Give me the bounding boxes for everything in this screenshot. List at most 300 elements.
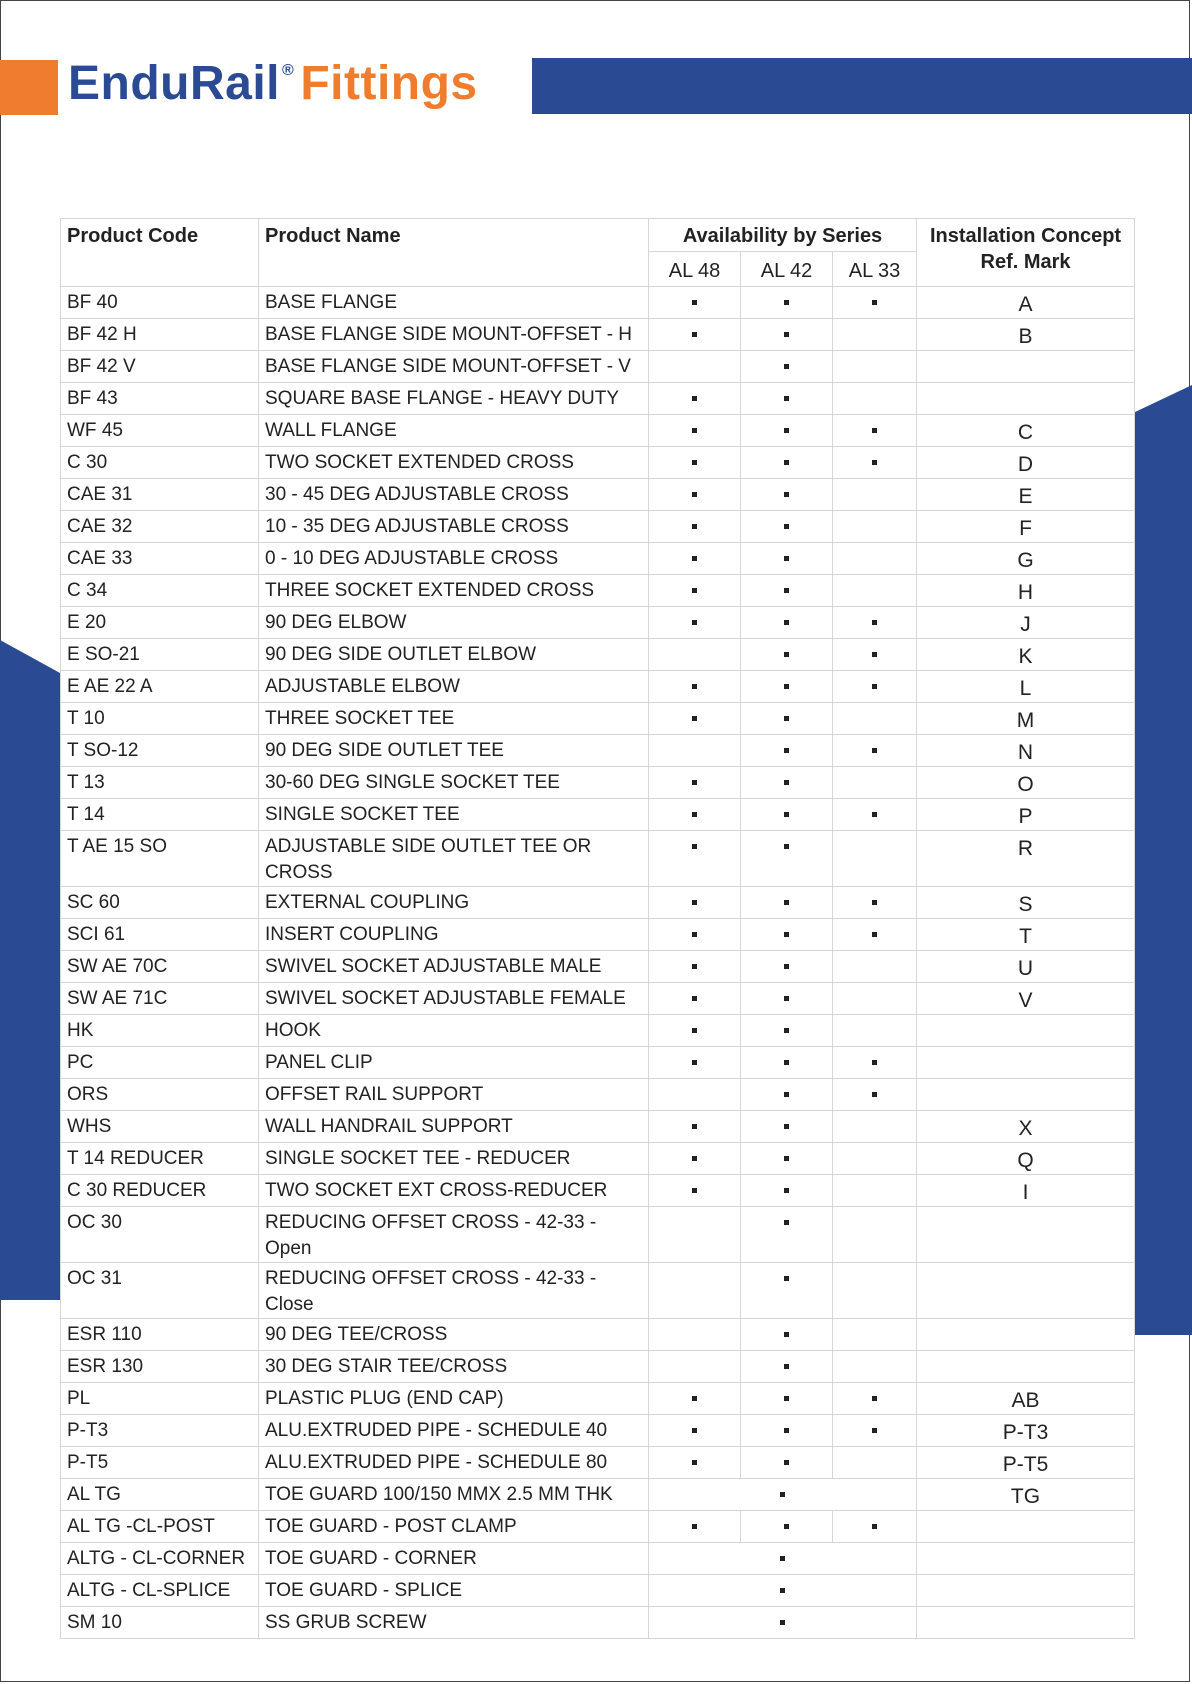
- availability-al48-cell: [649, 351, 741, 383]
- brand-accent: Fittings: [300, 57, 478, 110]
- table-row: [61, 799, 1135, 831]
- product-name-cell: BASE FLANGE: [259, 287, 649, 319]
- fittings-table: [60, 218, 1135, 1639]
- product-name-cell: 30 - 45 DEG ADJUSTABLE CROSS: [259, 479, 649, 511]
- availability-all-series-cell: [649, 1607, 917, 1639]
- product-code-cell: SM 10: [61, 1607, 259, 1639]
- product-code-cell: ORS: [61, 1079, 259, 1111]
- availability-dot-icon: [692, 524, 697, 529]
- availability-al42-cell: [741, 1351, 833, 1383]
- availability-al48-cell: [649, 671, 741, 703]
- availability-dot-icon: [692, 780, 697, 785]
- availability-all-series-cell: [649, 1543, 917, 1575]
- availability-al33-cell: [833, 543, 917, 575]
- availability-dot-icon: [692, 1428, 697, 1433]
- product-name-cell: 30 DEG STAIR TEE/CROSS: [259, 1351, 649, 1383]
- availability-al48-cell: [649, 1079, 741, 1111]
- availability-dot-icon: [784, 492, 789, 497]
- product-name-cell: REDUCING OFFSET CROSS - 42-33 - Close: [259, 1263, 649, 1319]
- availability-dot-icon: [692, 556, 697, 561]
- availability-al48-cell: [649, 1175, 741, 1207]
- availability-al42-cell: [741, 735, 833, 767]
- product-name-cell: INSERT COUPLING: [259, 919, 649, 951]
- availability-al42-cell: [741, 1511, 833, 1543]
- product-code-cell: C 30 REDUCER: [61, 1175, 259, 1207]
- table-header-row: [61, 219, 1135, 252]
- availability-dot-icon: [872, 620, 877, 625]
- product-name-cell: TOE GUARD - SPLICE: [259, 1575, 649, 1607]
- availability-dot-icon: [784, 396, 789, 401]
- availability-al48-cell: [649, 511, 741, 543]
- availability-al42-cell: [741, 1175, 833, 1207]
- availability-al48-cell: [649, 287, 741, 319]
- product-code-cell: CAE 32: [61, 511, 259, 543]
- orange-accent-block: [0, 60, 58, 115]
- availability-al48-cell: [649, 1207, 741, 1263]
- availability-dot-icon: [692, 844, 697, 849]
- table-row: [61, 919, 1135, 951]
- availability-al33-cell: [833, 319, 917, 351]
- availability-dot-icon: [784, 300, 789, 305]
- product-code-cell: E SO-21: [61, 639, 259, 671]
- availability-dot-icon: [692, 684, 697, 689]
- product-code-cell: T 14: [61, 799, 259, 831]
- availability-dot-icon: [692, 396, 697, 401]
- availability-dot-icon: [872, 460, 877, 465]
- product-code-cell: OC 30: [61, 1207, 259, 1263]
- availability-dot-icon: [872, 1092, 877, 1097]
- ref-mark-cell: R: [917, 831, 1135, 887]
- ref-mark-cell: I: [917, 1175, 1135, 1207]
- availability-al48-cell: [649, 543, 741, 575]
- availability-al42-cell: [741, 479, 833, 511]
- availability-al48-cell: [649, 799, 741, 831]
- availability-dot-icon: [784, 996, 789, 1001]
- availability-al42-cell: [741, 447, 833, 479]
- product-code-cell: HK: [61, 1015, 259, 1047]
- product-name-cell: THREE SOCKET EXTENDED CROSS: [259, 575, 649, 607]
- availability-dot-icon: [784, 524, 789, 529]
- product-name-cell: WALL HANDRAIL SUPPORT: [259, 1111, 649, 1143]
- availability-dot-icon: [784, 1428, 789, 1433]
- product-code-cell: CAE 31: [61, 479, 259, 511]
- table-row: [61, 415, 1135, 447]
- availability-al48-cell: [649, 1351, 741, 1383]
- product-name-cell: 30-60 DEG SINGLE SOCKET TEE: [259, 767, 649, 799]
- availability-al42-cell: [741, 831, 833, 887]
- ref-mark-cell: T: [917, 919, 1135, 951]
- availability-dot-icon: [692, 812, 697, 817]
- product-name-cell: BASE FLANGE SIDE MOUNT-OFFSET - V: [259, 351, 649, 383]
- table-row: [61, 1479, 1135, 1511]
- product-code-cell: PC: [61, 1047, 259, 1079]
- ref-mark-cell: TG: [917, 1479, 1135, 1511]
- product-name-cell: EXTERNAL COUPLING: [259, 887, 649, 919]
- availability-al42-cell: [741, 951, 833, 983]
- availability-al42-cell: [741, 703, 833, 735]
- availability-al48-cell: [649, 831, 741, 887]
- availability-al48-cell: [649, 479, 741, 511]
- availability-al48-cell: [649, 767, 741, 799]
- table-row: [61, 287, 1135, 319]
- availability-al33-cell: [833, 767, 917, 799]
- availability-dot-icon: [784, 1332, 789, 1337]
- table-row: [61, 767, 1135, 799]
- table-body: [61, 287, 1135, 1639]
- availability-al33-cell: [833, 1111, 917, 1143]
- availability-dot-icon: [784, 900, 789, 905]
- availability-al33-cell: [833, 383, 917, 415]
- table-row: [61, 1543, 1135, 1575]
- product-code-cell: C 30: [61, 447, 259, 479]
- availability-al33-cell: [833, 1415, 917, 1447]
- availability-al42-cell: [741, 1143, 833, 1175]
- availability-al42-cell: [741, 1319, 833, 1351]
- availability-dot-icon: [692, 996, 697, 1001]
- product-code-cell: ALTG - CL-CORNER: [61, 1543, 259, 1575]
- availability-al33-cell: [833, 447, 917, 479]
- product-name-cell: 90 DEG SIDE OUTLET ELBOW: [259, 639, 649, 671]
- availability-al33-cell: [833, 607, 917, 639]
- availability-al33-cell: [833, 983, 917, 1015]
- availability-al33-cell: [833, 511, 917, 543]
- right-blue-band: [1132, 385, 1192, 1335]
- table-row: [61, 1575, 1135, 1607]
- availability-al33-cell: [833, 639, 917, 671]
- table-row: [61, 639, 1135, 671]
- ref-mark-cell: F: [917, 511, 1135, 543]
- availability-al33-cell: [833, 951, 917, 983]
- ref-mark-cell: S: [917, 887, 1135, 919]
- availability-al42-cell: [741, 575, 833, 607]
- availability-al33-cell: [833, 415, 917, 447]
- availability-al33-cell: [833, 1015, 917, 1047]
- availability-dot-icon: [780, 1588, 785, 1593]
- ref-mark-cell: V: [917, 983, 1135, 1015]
- availability-dot-icon: [692, 428, 697, 433]
- table-row: [61, 671, 1135, 703]
- table-row: [61, 1263, 1135, 1319]
- availability-al48-cell: [649, 383, 741, 415]
- availability-al42-cell: [741, 639, 833, 671]
- availability-dot-icon: [784, 332, 789, 337]
- availability-dot-icon: [872, 684, 877, 689]
- availability-dot-icon: [784, 652, 789, 657]
- product-name-cell: TWO SOCKET EXT CROSS-REDUCER: [259, 1175, 649, 1207]
- series-al42: AL 42: [741, 252, 833, 287]
- series-al33: AL 33: [833, 252, 917, 287]
- ref-mark-cell: [917, 1263, 1135, 1319]
- availability-al42-cell: [741, 415, 833, 447]
- header-blue-bar: [532, 58, 1192, 114]
- availability-al42-cell: [741, 607, 833, 639]
- availability-al33-cell: [833, 1447, 917, 1479]
- availability-dot-icon: [692, 1028, 697, 1033]
- product-name-cell: TOE GUARD - CORNER: [259, 1543, 649, 1575]
- availability-al33-cell: [833, 735, 917, 767]
- product-code-cell: T 10: [61, 703, 259, 735]
- product-name-cell: WALL FLANGE: [259, 415, 649, 447]
- brand-name: EnduRail: [68, 57, 281, 110]
- availability-al33-cell: [833, 1319, 917, 1351]
- ref-mark-cell: P: [917, 799, 1135, 831]
- ref-mark-cell: P-T3: [917, 1415, 1135, 1447]
- availability-dot-icon: [872, 428, 877, 433]
- product-code-cell: SW AE 71C: [61, 983, 259, 1015]
- ref-mark-cell: L: [917, 671, 1135, 703]
- availability-dot-icon: [692, 1156, 697, 1161]
- availability-al33-cell: [833, 887, 917, 919]
- product-name-cell: 0 - 10 DEG ADJUSTABLE CROSS: [259, 543, 649, 575]
- product-name-cell: 90 DEG TEE/CROSS: [259, 1319, 649, 1351]
- ref-mark-cell: [917, 1607, 1135, 1639]
- table-row: [61, 319, 1135, 351]
- availability-al48-cell: [649, 919, 741, 951]
- availability-al33-cell: [833, 1143, 917, 1175]
- availability-al33-cell: [833, 799, 917, 831]
- availability-dot-icon: [692, 716, 697, 721]
- table-row: [61, 1383, 1135, 1415]
- availability-dot-icon: [872, 812, 877, 817]
- header-product-code: Product Code: [61, 219, 259, 287]
- availability-dot-icon: [784, 460, 789, 465]
- availability-dot-icon: [784, 1060, 789, 1065]
- ref-mark-cell: [917, 1351, 1135, 1383]
- availability-dot-icon: [692, 1396, 697, 1401]
- ref-mark-cell: B: [917, 319, 1135, 351]
- product-code-cell: P-T5: [61, 1447, 259, 1479]
- product-name-cell: SWIVEL SOCKET ADJUSTABLE FEMALE: [259, 983, 649, 1015]
- availability-al42-cell: [741, 767, 833, 799]
- availability-dot-icon: [692, 300, 697, 305]
- availability-dot-icon: [872, 1396, 877, 1401]
- ref-mark-cell: D: [917, 447, 1135, 479]
- ref-mark-cell: [917, 1079, 1135, 1111]
- availability-al42-cell: [741, 1415, 833, 1447]
- availability-al33-cell: [833, 919, 917, 951]
- ref-mark-cell: [917, 1047, 1135, 1079]
- brand-logo: [68, 56, 478, 111]
- product-code-cell: SCI 61: [61, 919, 259, 951]
- product-code-cell: BF 42 H: [61, 319, 259, 351]
- product-code-cell: T SO-12: [61, 735, 259, 767]
- ref-mark-cell: [917, 1207, 1135, 1263]
- product-code-cell: E AE 22 A: [61, 671, 259, 703]
- availability-dot-icon: [780, 1556, 785, 1561]
- table-row: [61, 1175, 1135, 1207]
- availability-al42-cell: [741, 919, 833, 951]
- table-row: [61, 383, 1135, 415]
- availability-dot-icon: [872, 1524, 877, 1529]
- product-code-cell: AL TG -CL-POST: [61, 1511, 259, 1543]
- product-code-cell: T 13: [61, 767, 259, 799]
- availability-dot-icon: [784, 1524, 789, 1529]
- availability-al42-cell: [741, 511, 833, 543]
- product-name-cell: TOE GUARD 100/150 MMX 2.5 MM THK: [259, 1479, 649, 1511]
- availability-dot-icon: [692, 1188, 697, 1193]
- availability-all-series-cell: [649, 1479, 917, 1511]
- ref-mark-cell: K: [917, 639, 1135, 671]
- availability-al33-cell: [833, 703, 917, 735]
- product-code-cell: CAE 33: [61, 543, 259, 575]
- table-row: [61, 447, 1135, 479]
- availability-dot-icon: [692, 588, 697, 593]
- availability-al33-cell: [833, 1351, 917, 1383]
- availability-dot-icon: [692, 1124, 697, 1129]
- availability-al42-cell: [741, 383, 833, 415]
- availability-al42-cell: [741, 543, 833, 575]
- availability-al42-cell: [741, 887, 833, 919]
- table-row: [61, 887, 1135, 919]
- table-row: [61, 1143, 1135, 1175]
- ref-mark-cell: J: [917, 607, 1135, 639]
- table-row: [61, 703, 1135, 735]
- availability-dot-icon: [784, 844, 789, 849]
- availability-al48-cell: [649, 1511, 741, 1543]
- availability-dot-icon: [872, 1428, 877, 1433]
- availability-dot-icon: [784, 964, 789, 969]
- availability-dot-icon: [692, 900, 697, 905]
- product-name-cell: SINGLE SOCKET TEE - REDUCER: [259, 1143, 649, 1175]
- availability-dot-icon: [784, 812, 789, 817]
- availability-al48-cell: [649, 1111, 741, 1143]
- product-code-cell: WHS: [61, 1111, 259, 1143]
- availability-al33-cell: [833, 1383, 917, 1415]
- series-al48: AL 48: [649, 252, 741, 287]
- product-code-cell: ALTG - CL-SPLICE: [61, 1575, 259, 1607]
- product-code-cell: AL TG: [61, 1479, 259, 1511]
- table-row: [61, 479, 1135, 511]
- availability-dot-icon: [784, 620, 789, 625]
- availability-dot-icon: [784, 1460, 789, 1465]
- table-row: [61, 1319, 1135, 1351]
- ref-mark-cell: O: [917, 767, 1135, 799]
- table-row: [61, 1047, 1135, 1079]
- availability-dot-icon: [784, 1276, 789, 1281]
- product-code-cell: T AE 15 SO: [61, 831, 259, 887]
- availability-al42-cell: [741, 351, 833, 383]
- ref-mark-cell: G: [917, 543, 1135, 575]
- availability-al48-cell: [649, 703, 741, 735]
- availability-dot-icon: [784, 1156, 789, 1161]
- availability-dot-icon: [872, 652, 877, 657]
- product-code-cell: SC 60: [61, 887, 259, 919]
- availability-al42-cell: [741, 671, 833, 703]
- product-name-cell: 90 DEG ELBOW: [259, 607, 649, 639]
- table-row: [61, 351, 1135, 383]
- availability-al33-cell: [833, 1175, 917, 1207]
- product-code-cell: P-T3: [61, 1415, 259, 1447]
- ref-mark-cell: [917, 1543, 1135, 1575]
- availability-al48-cell: [649, 575, 741, 607]
- availability-al42-cell: [741, 1079, 833, 1111]
- product-name-cell: HOOK: [259, 1015, 649, 1047]
- availability-dot-icon: [692, 460, 697, 465]
- ref-mark-cell: U: [917, 951, 1135, 983]
- availability-dot-icon: [872, 748, 877, 753]
- product-name-cell: 90 DEG SIDE OUTLET TEE: [259, 735, 649, 767]
- ref-mark-cell: [917, 1575, 1135, 1607]
- table-row: [61, 951, 1135, 983]
- availability-al48-cell: [649, 607, 741, 639]
- availability-al48-cell: [649, 983, 741, 1015]
- availability-dot-icon: [784, 684, 789, 689]
- availability-al48-cell: [649, 1383, 741, 1415]
- availability-al48-cell: [649, 735, 741, 767]
- product-name-cell: OFFSET RAIL SUPPORT: [259, 1079, 649, 1111]
- product-name-cell: TWO SOCKET EXTENDED CROSS: [259, 447, 649, 479]
- availability-dot-icon: [692, 332, 697, 337]
- availability-dot-icon: [692, 1060, 697, 1065]
- availability-al33-cell: [833, 1207, 917, 1263]
- availability-al33-cell: [833, 1263, 917, 1319]
- product-name-cell: SS GRUB SCREW: [259, 1607, 649, 1639]
- product-name-cell: ALU.EXTRUDED PIPE - SCHEDULE 80: [259, 1447, 649, 1479]
- header-availability: Availability by Series: [649, 219, 917, 252]
- product-code-cell: SW AE 70C: [61, 951, 259, 983]
- availability-dot-icon: [784, 1396, 789, 1401]
- ref-mark-cell: [917, 383, 1135, 415]
- availability-al48-cell: [649, 447, 741, 479]
- availability-al33-cell: [833, 287, 917, 319]
- availability-dot-icon: [784, 1092, 789, 1097]
- product-code-cell: ESR 110: [61, 1319, 259, 1351]
- availability-all-series-cell: [649, 1575, 917, 1607]
- availability-dot-icon: [784, 1188, 789, 1193]
- availability-dot-icon: [784, 588, 789, 593]
- availability-al33-cell: [833, 575, 917, 607]
- ref-mark-cell: N: [917, 735, 1135, 767]
- product-code-cell: WF 45: [61, 415, 259, 447]
- ref-mark-cell: AB: [917, 1383, 1135, 1415]
- availability-dot-icon: [872, 1060, 877, 1065]
- availability-dot-icon: [692, 1524, 697, 1529]
- availability-dot-icon: [780, 1620, 785, 1625]
- availability-al48-cell: [649, 951, 741, 983]
- availability-al33-cell: [833, 831, 917, 887]
- fittings-table-container: [60, 218, 1134, 1639]
- product-name-cell: 10 - 35 DEG ADJUSTABLE CROSS: [259, 511, 649, 543]
- availability-dot-icon: [784, 428, 789, 433]
- availability-al33-cell: [833, 1047, 917, 1079]
- product-code-cell: T 14 REDUCER: [61, 1143, 259, 1175]
- product-code-cell: PL: [61, 1383, 259, 1415]
- table-row: [61, 1447, 1135, 1479]
- availability-al48-cell: [649, 1447, 741, 1479]
- ref-mark-cell: X: [917, 1111, 1135, 1143]
- table-row: [61, 1351, 1135, 1383]
- ref-mark-cell: Q: [917, 1143, 1135, 1175]
- product-name-cell: PANEL CLIP: [259, 1047, 649, 1079]
- product-code-cell: ESR 130: [61, 1351, 259, 1383]
- product-name-cell: SINGLE SOCKET TEE: [259, 799, 649, 831]
- availability-dot-icon: [784, 748, 789, 753]
- availability-dot-icon: [692, 964, 697, 969]
- availability-dot-icon: [784, 1364, 789, 1369]
- availability-dot-icon: [692, 932, 697, 937]
- ref-mark-cell: [917, 1015, 1135, 1047]
- ref-mark-cell: [917, 1319, 1135, 1351]
- availability-al42-cell: [741, 1047, 833, 1079]
- availability-dot-icon: [692, 492, 697, 497]
- product-code-cell: BF 40: [61, 287, 259, 319]
- ref-mark-cell: A: [917, 287, 1135, 319]
- availability-dot-icon: [784, 932, 789, 937]
- availability-al48-cell: [649, 1047, 741, 1079]
- product-code-cell: C 34: [61, 575, 259, 607]
- availability-dot-icon: [692, 1460, 697, 1465]
- table-row: [61, 1111, 1135, 1143]
